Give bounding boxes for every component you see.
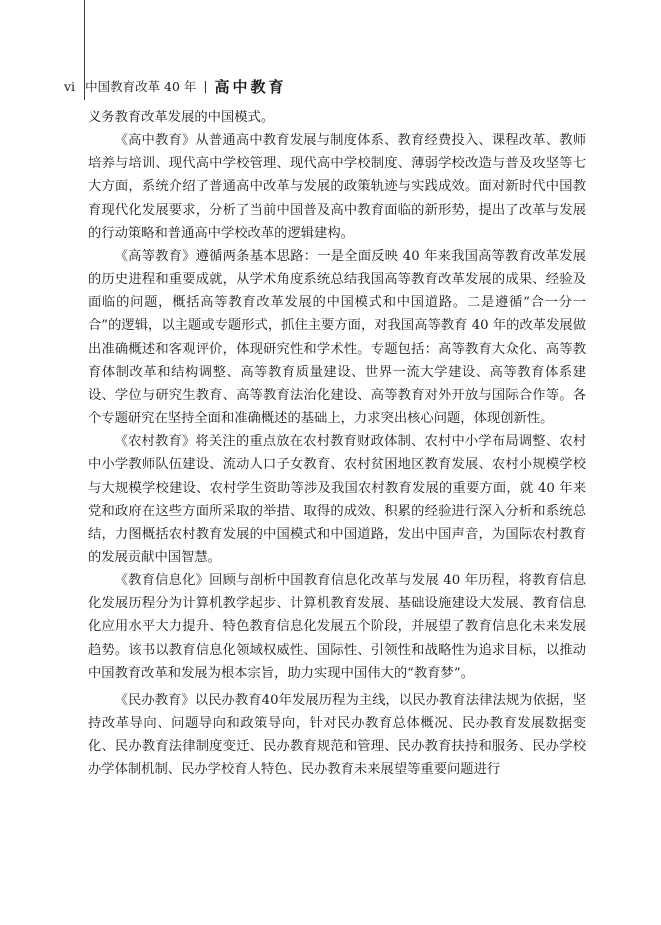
paragraph-higher-education: 《高等教育》遵循两条基本思路：一是全面反映 40 年来我国高等教育改革发展的历史进程和重要成就，从学术角度系统总结我国高等教育改革发展的成果、经验及面临的问题，概括高等教育改革发展的中国模式和中国道路。二是遵循“合一分一合”的逻辑，以主题或专题形式，抓住主要方面，对我国高等教育 40 年的改革发展做出准确概述和客观评价，体现研究性和学术性。专题包括：高等教育大众化、高等教育体制改革和结构调整、高等教育质量建设、世界一流大学建设、高等教育体系建设、学位与研究生教育、高等教育法治化建设、高等教育对外开放与国际合作等。各个专题研究在坚持全面和准确概述的基础上，力求突出核心问题，体现创新性。: [88, 248, 586, 427]
paragraph-education-informatization: 《教育信息化》回顾与剖析中国教育信息化改革与发展 40 年历程，将教育信息化发展历程分为计算机教学起步、计算机教育发展、基础设施建设大发展、教育信息化应用水平大力提升、特色教育信息化发展五个阶段，并展望了教育信息化未来发展趋势。该书以教育信息化领域权威性、国际性、引领性和战略性为追求目标，以推动中国教育改革和发展为根本宗旨，助力实现中国伟大的“教育梦”。: [88, 573, 586, 681]
paragraph-continuation: 义务教育改革发展的中国模式。: [88, 110, 275, 125]
paragraph-private-education: 《民办教育》以民办教育40年发展历程为主线，以民办教育法律法规为依据，坚持改革导向、问题导向和政策导向，针对民办教育总体概况、民办教育发展数据变化、民办教育法律制度变迁、民办教育规范和管理、民办教育扶持和服务、民办学校办学体制机制、民办学校育人特色、民办教育未来展望等重要问题进行: [88, 692, 586, 778]
paragraph-rural-education: 《农村教育》将关注的重点放在农村教育财政体制、农村中小学布局调整、农村中小学教师队伍建设、流动人口子女教育、农村贫困地区教育发展、农村小规模学校与大规模学校建设、农村学生资助等涉及我国农村教育发展的重要方面，就 40 年来党和政府在这些方面所采取的举措、取得的成效、积累的经验进行深入分析和系统总结，力图概括农村教育发展的中国模式和中国道路，发出中国声音，为国际农村教育的发展贡献中国智慧。: [88, 434, 586, 565]
series-title: 中国教育改革 40 年: [85, 79, 197, 94]
volume-title: 高中教育: [214, 77, 287, 96]
page-number: vi: [64, 78, 76, 94]
body-text: [88, 106, 586, 782]
header-separator: |: [203, 79, 208, 93]
paragraph-high-school: 《高中教育》从普通高中教育发展与制度体系、教育经费投入、课程改革、教师培养与培训、现代高中学校管理、现代高中学校制度、薄弱学校改造与普及攻坚等七大方面，系统介绍了普通高中改革与发展的政策轨迹与实践成效。面对新时代中国教育现代化发展要求，分析了当前中国普及高中教育面临的新形势，提出了改革与发展的行动策略和普通高中学校改革的逻辑建构。: [88, 133, 586, 241]
running-header: [64, 76, 286, 96]
